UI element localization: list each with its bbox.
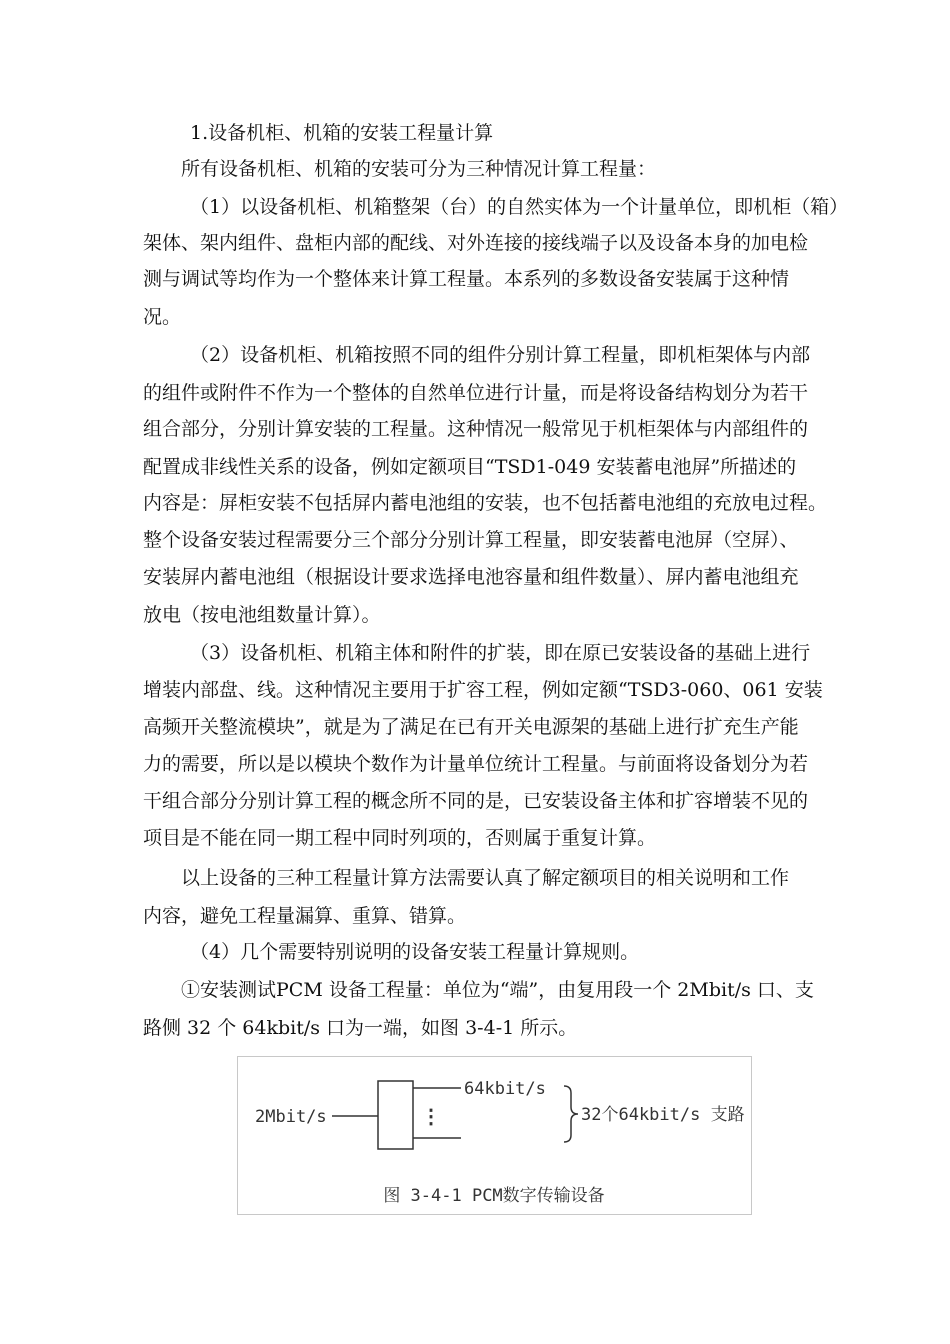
section-heading: 1.设备机柜、机箱的安装工程量计算	[190, 122, 494, 144]
para4-line-1: 以上设备的三种工程量计算方法需要认真了解定额项目的相关说明和工作	[181, 867, 790, 889]
figure-caption: 图 3-4-1 PCM数字传输设备	[383, 1186, 605, 1206]
para2-line-2: 的组件或附件不作为一个整体的自然单位进行计量，而是将设备结构划分为若干	[143, 382, 809, 404]
para1-line-4: 况。	[143, 306, 182, 328]
ellipsis-glyph: ⋮	[421, 1104, 441, 1128]
para3-line-5: 干组合部分分别计算工程的概念所不同的是，已安装设备主体和扩容增装不见的	[143, 790, 809, 812]
para3-line-3: 高频开关整流模块”，就是为了满足在已有开关电源架的基础上进行扩充生产能	[143, 716, 799, 738]
para3-line-4: 力的需要，所以是以模块个数作为计量单位统计工程量。与前面将设备划分为若	[143, 753, 809, 775]
para2-line-4: 配置成非线性关系的设备，例如定额项目“TSD1-049 安装蓄电池屏”所描述的	[143, 456, 797, 478]
para1-line-3: 测与调试等均作为一个整体来计算工程量。本系列的多数设备安装属于这种情	[143, 268, 790, 290]
para6-line-1: ①安装测试PCM 设备工程量：单位为“端”，由复用段一个 2Mbit/s 口、支	[181, 979, 814, 1001]
intro-line: 所有设备机柜、机箱的安装可分为三种情况计算工程量：	[181, 158, 657, 180]
para1-line-2: 架体、架内组件、盘柜内部的配线、对外连接的接线端子以及设备本身的加电检	[143, 232, 809, 254]
para2-line-8: 放电（按电池组数量计算）。	[143, 604, 381, 626]
para2-line-6: 整个设备安装过程需要分三个部分分别计算工程量，即安装蓄电池屏（空屏）、	[143, 529, 799, 551]
para3-line-1: （3）设备机柜、机箱主体和附件的扩装，即在原已安装设备的基础上进行	[190, 642, 811, 664]
para2-line-1: （2）设备机柜、机箱按照不同的组件分别计算工程量，即机柜架体与内部	[190, 344, 811, 366]
output-label: 64kbit/s	[464, 1079, 546, 1099]
para5-line: （4）几个需要特别说明的设备安装工程量计算规则。	[190, 941, 640, 963]
brace-label: 32个64kbit/s 支路	[581, 1105, 745, 1125]
para6-line-2: 路侧 32 个 64kbit/s 口为一端，如图 3-4-1 所示。	[143, 1017, 578, 1039]
para3-line-6: 项目是不能在同一期工程中同时列项的，否则属于重复计算。	[143, 827, 657, 849]
para2-line-7: 安装屏内蓄电池组（根据设计要求选择电池容量和组件数量）、屏内蓄电池组充	[143, 566, 799, 588]
pcm-figure	[237, 1056, 752, 1215]
para1-line-1: （1）以设备机柜、机箱整架（台）的自然实体为一个计量单位，即机柜（箱）	[190, 196, 849, 218]
para4-line-2: 内容，避免工程量漏算、重算、错算。	[143, 905, 467, 927]
pcm-diagram	[238, 1057, 751, 1214]
input-label: 2Mbit/s	[255, 1107, 327, 1127]
para2-line-5: 内容是：屏柜安装不包括屏内蓄电池组的安装，也不包括蓄电池组的充放电过程。	[143, 492, 828, 514]
pcm-device-box	[378, 1081, 413, 1149]
para3-line-2: 增装内部盘、线。这种情况主要用于扩容工程，例如定额“TSD3-060、061 安装	[143, 679, 823, 701]
brace-icon	[564, 1086, 578, 1142]
para2-line-3: 组合部分，分别计算安装的工程量。这种情况一般常见于机柜架体与内部组件的	[143, 418, 809, 440]
